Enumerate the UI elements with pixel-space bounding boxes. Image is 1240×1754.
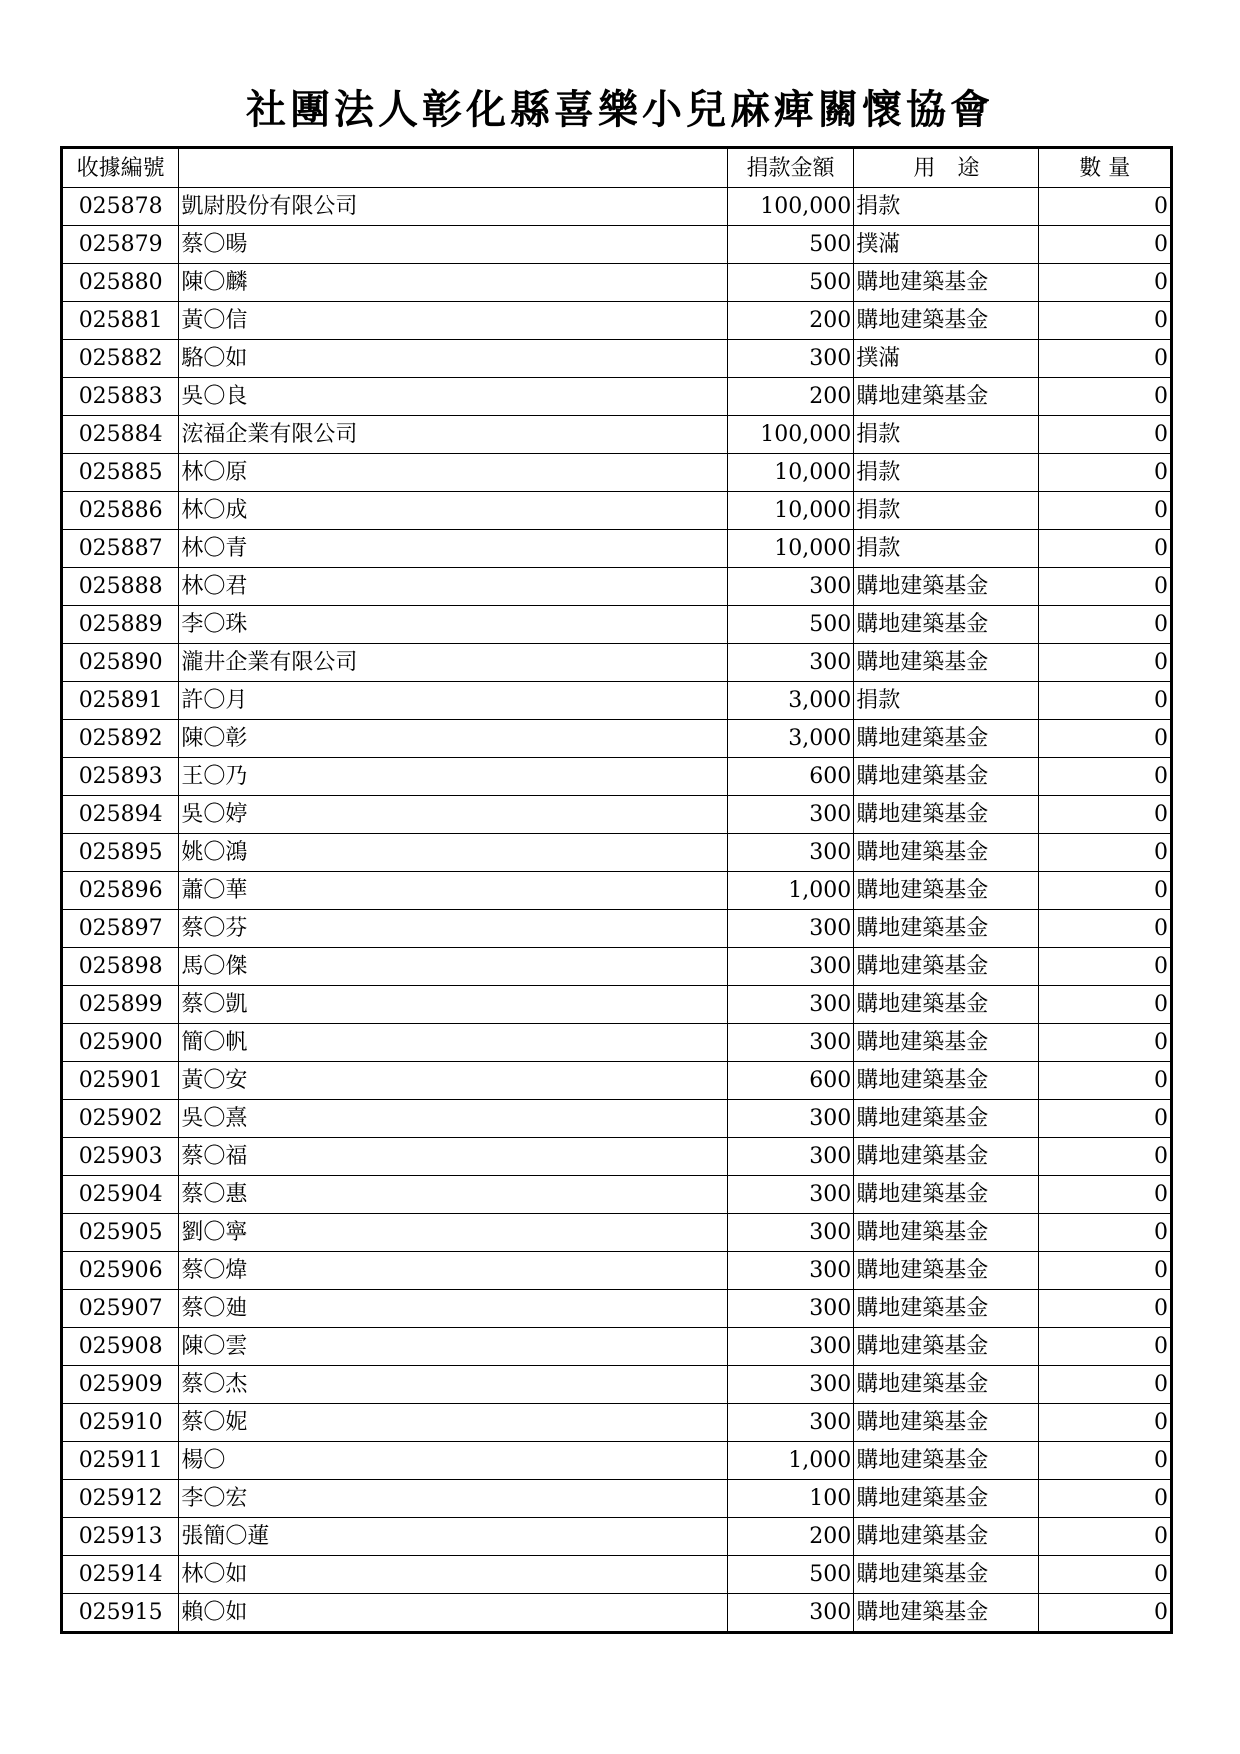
quantity-cell: 0 — [1039, 1594, 1172, 1633]
purpose-cell: 購地建築基金 — [854, 1100, 1039, 1138]
table-row — [62, 226, 1172, 264]
quantity-cell: 0 — [1039, 1556, 1172, 1594]
amount-cell: 300 — [727, 1138, 853, 1176]
quantity-cell: 0 — [1039, 1214, 1172, 1252]
receipt-no-cell: 025902 — [62, 1100, 179, 1138]
donor-name-cell: 王〇乃 — [179, 758, 727, 796]
receipt-no-cell: 025894 — [62, 796, 179, 834]
donor-name-cell: 楊〇 — [179, 1442, 727, 1480]
receipt-no-cell: 025878 — [62, 188, 179, 226]
table-row — [62, 1556, 1172, 1594]
quantity-cell: 0 — [1039, 682, 1172, 720]
donor-name-cell: 吳〇婷 — [179, 796, 727, 834]
receipt-no-cell: 025895 — [62, 834, 179, 872]
amount-cell: 300 — [727, 1100, 853, 1138]
purpose-cell: 捐款 — [854, 416, 1039, 454]
header-amount: 捐款金額 — [727, 148, 853, 188]
receipt-no-cell: 025899 — [62, 986, 179, 1024]
quantity-cell: 0 — [1039, 1480, 1172, 1518]
table-row — [62, 1024, 1172, 1062]
donor-name-cell: 李〇宏 — [179, 1480, 727, 1518]
receipt-no-cell: 025887 — [62, 530, 179, 568]
purpose-cell: 購地建築基金 — [854, 910, 1039, 948]
purpose-cell: 購地建築基金 — [854, 568, 1039, 606]
table-row — [62, 1480, 1172, 1518]
quantity-cell: 0 — [1039, 1024, 1172, 1062]
header-row — [62, 148, 1172, 188]
table-row — [62, 1138, 1172, 1176]
receipt-no-cell: 025880 — [62, 264, 179, 302]
quantity-cell: 0 — [1039, 948, 1172, 986]
amount-cell: 300 — [727, 986, 853, 1024]
receipt-no-cell: 025885 — [62, 454, 179, 492]
quantity-cell: 0 — [1039, 340, 1172, 378]
purpose-cell: 捐款 — [854, 492, 1039, 530]
table-row — [62, 1594, 1172, 1633]
header-quantity: 數 量 — [1039, 148, 1172, 188]
table-row — [62, 1176, 1172, 1214]
quantity-cell: 0 — [1039, 264, 1172, 302]
table-row — [62, 1290, 1172, 1328]
purpose-cell: 購地建築基金 — [854, 1556, 1039, 1594]
donor-name-cell: 李〇珠 — [179, 606, 727, 644]
quantity-cell: 0 — [1039, 720, 1172, 758]
amount-cell: 1,000 — [727, 872, 853, 910]
quantity-cell: 0 — [1039, 1290, 1172, 1328]
receipt-no-cell: 025884 — [62, 416, 179, 454]
quantity-cell: 0 — [1039, 1252, 1172, 1290]
amount-cell: 300 — [727, 834, 853, 872]
purpose-cell: 購地建築基金 — [854, 1594, 1039, 1633]
table-row — [62, 834, 1172, 872]
table-row — [62, 720, 1172, 758]
table-row — [62, 948, 1172, 986]
quantity-cell: 0 — [1039, 492, 1172, 530]
amount-cell: 100,000 — [727, 416, 853, 454]
donor-name-cell: 陳〇雲 — [179, 1328, 727, 1366]
amount-cell: 300 — [727, 1594, 853, 1633]
receipt-no-cell: 025881 — [62, 302, 179, 340]
amount-cell: 10,000 — [727, 454, 853, 492]
donor-name-cell: 簡〇帆 — [179, 1024, 727, 1062]
purpose-cell: 購地建築基金 — [854, 1442, 1039, 1480]
receipt-no-cell: 025889 — [62, 606, 179, 644]
amount-cell: 10,000 — [727, 492, 853, 530]
amount-cell: 200 — [727, 302, 853, 340]
purpose-cell: 撲滿 — [854, 340, 1039, 378]
quantity-cell: 0 — [1039, 378, 1172, 416]
receipt-no-cell: 025891 — [62, 682, 179, 720]
quantity-cell: 0 — [1039, 568, 1172, 606]
purpose-cell: 購地建築基金 — [854, 796, 1039, 834]
table-row — [62, 986, 1172, 1024]
amount-cell: 300 — [727, 1252, 853, 1290]
receipt-no-cell: 025879 — [62, 226, 179, 264]
table-body — [62, 188, 1172, 1633]
receipt-no-cell: 025909 — [62, 1366, 179, 1404]
donor-name-cell: 姚〇鴻 — [179, 834, 727, 872]
quantity-cell: 0 — [1039, 644, 1172, 682]
donor-name-cell: 黃〇安 — [179, 1062, 727, 1100]
table-row — [62, 378, 1172, 416]
table-row — [62, 1442, 1172, 1480]
table-row — [62, 1404, 1172, 1442]
amount-cell: 500 — [727, 606, 853, 644]
amount-cell: 300 — [727, 796, 853, 834]
table-row — [62, 1366, 1172, 1404]
quantity-cell: 0 — [1039, 872, 1172, 910]
purpose-cell: 購地建築基金 — [854, 644, 1039, 682]
donor-name-cell: 蔡〇芬 — [179, 910, 727, 948]
amount-cell: 100,000 — [727, 188, 853, 226]
purpose-cell: 捐款 — [854, 682, 1039, 720]
amount-cell: 300 — [727, 910, 853, 948]
donor-name-cell: 蔡〇煒 — [179, 1252, 727, 1290]
quantity-cell: 0 — [1039, 530, 1172, 568]
amount-cell: 300 — [727, 1328, 853, 1366]
quantity-cell: 0 — [1039, 454, 1172, 492]
quantity-cell: 0 — [1039, 834, 1172, 872]
quantity-cell: 0 — [1039, 416, 1172, 454]
receipt-no-cell: 025892 — [62, 720, 179, 758]
receipt-no-cell: 025893 — [62, 758, 179, 796]
amount-cell: 300 — [727, 1024, 853, 1062]
quantity-cell: 0 — [1039, 758, 1172, 796]
table-row — [62, 1062, 1172, 1100]
amount-cell: 500 — [727, 226, 853, 264]
quantity-cell: 0 — [1039, 910, 1172, 948]
donor-name-cell: 黃〇信 — [179, 302, 727, 340]
header-receipt-no: 收據編號 — [62, 148, 179, 188]
purpose-cell: 捐款 — [854, 530, 1039, 568]
amount-cell: 200 — [727, 378, 853, 416]
table-row — [62, 530, 1172, 568]
purpose-cell: 購地建築基金 — [854, 606, 1039, 644]
quantity-cell: 0 — [1039, 1100, 1172, 1138]
table-row — [62, 264, 1172, 302]
purpose-cell: 撲滿 — [854, 226, 1039, 264]
amount-cell: 600 — [727, 1062, 853, 1100]
quantity-cell: 0 — [1039, 302, 1172, 340]
amount-cell: 300 — [727, 1176, 853, 1214]
table-row — [62, 454, 1172, 492]
donor-name-cell: 凱尉股份有限公司 — [179, 188, 727, 226]
receipt-no-cell: 025904 — [62, 1176, 179, 1214]
table-header — [62, 148, 1172, 188]
donor-name-cell: 林〇如 — [179, 1556, 727, 1594]
receipt-no-cell: 025900 — [62, 1024, 179, 1062]
donor-name-cell: 蕭〇華 — [179, 872, 727, 910]
purpose-cell: 購地建築基金 — [854, 302, 1039, 340]
amount-cell: 300 — [727, 1290, 853, 1328]
quantity-cell: 0 — [1039, 986, 1172, 1024]
receipt-no-cell: 025906 — [62, 1252, 179, 1290]
quantity-cell: 0 — [1039, 796, 1172, 834]
purpose-cell: 捐款 — [854, 454, 1039, 492]
table-row — [62, 1252, 1172, 1290]
table-row — [62, 1100, 1172, 1138]
table-row — [62, 1518, 1172, 1556]
donor-name-cell: 浤福企業有限公司 — [179, 416, 727, 454]
table-row — [62, 872, 1172, 910]
quantity-cell: 0 — [1039, 226, 1172, 264]
receipt-no-cell: 025903 — [62, 1138, 179, 1176]
receipt-no-cell: 025905 — [62, 1214, 179, 1252]
donor-name-cell: 蔡〇廸 — [179, 1290, 727, 1328]
purpose-cell: 購地建築基金 — [854, 1252, 1039, 1290]
purpose-cell: 購地建築基金 — [854, 1328, 1039, 1366]
purpose-cell: 購地建築基金 — [854, 720, 1039, 758]
document-title: 社團法人彰化縣喜樂小兒麻痺關懷協會 — [246, 86, 994, 133]
quantity-cell: 0 — [1039, 1176, 1172, 1214]
donor-name-cell: 賴〇如 — [179, 1594, 727, 1633]
purpose-cell: 購地建築基金 — [854, 1024, 1039, 1062]
donor-name-cell: 蔡〇妮 — [179, 1404, 727, 1442]
amount-cell: 300 — [727, 340, 853, 378]
table-row — [62, 1328, 1172, 1366]
amount-cell: 500 — [727, 264, 853, 302]
table-row — [62, 606, 1172, 644]
table-row — [62, 644, 1172, 682]
purpose-cell: 購地建築基金 — [854, 1138, 1039, 1176]
receipt-no-cell: 025886 — [62, 492, 179, 530]
donor-name-cell: 陳〇麟 — [179, 264, 727, 302]
receipt-no-cell: 025883 — [62, 378, 179, 416]
amount-cell: 600 — [727, 758, 853, 796]
table-row — [62, 910, 1172, 948]
purpose-cell: 購地建築基金 — [854, 378, 1039, 416]
receipt-no-cell: 025913 — [62, 1518, 179, 1556]
donor-name-cell: 馬〇傑 — [179, 948, 727, 986]
table-row — [62, 758, 1172, 796]
header-name — [179, 148, 727, 188]
purpose-cell: 購地建築基金 — [854, 1176, 1039, 1214]
purpose-cell: 捐款 — [854, 188, 1039, 226]
donor-name-cell: 蔡〇凱 — [179, 986, 727, 1024]
amount-cell: 500 — [727, 1556, 853, 1594]
donor-name-cell: 林〇君 — [179, 568, 727, 606]
receipt-no-cell: 025912 — [62, 1480, 179, 1518]
amount-cell: 200 — [727, 1518, 853, 1556]
donor-name-cell: 吳〇良 — [179, 378, 727, 416]
amount-cell: 3,000 — [727, 720, 853, 758]
receipt-no-cell: 025911 — [62, 1442, 179, 1480]
purpose-cell: 購地建築基金 — [854, 1518, 1039, 1556]
table-row — [62, 416, 1172, 454]
amount-cell: 100 — [727, 1480, 853, 1518]
table-row — [62, 340, 1172, 378]
donor-name-cell: 蔡〇杰 — [179, 1366, 727, 1404]
table-row — [62, 796, 1172, 834]
purpose-cell: 購地建築基金 — [854, 948, 1039, 986]
quantity-cell: 0 — [1039, 1328, 1172, 1366]
purpose-cell: 購地建築基金 — [854, 1404, 1039, 1442]
purpose-cell: 購地建築基金 — [854, 872, 1039, 910]
purpose-cell: 購地建築基金 — [854, 1366, 1039, 1404]
receipt-no-cell: 025882 — [62, 340, 179, 378]
donor-name-cell: 蔡〇福 — [179, 1138, 727, 1176]
donation-table — [60, 146, 1173, 1634]
amount-cell: 1,000 — [727, 1442, 853, 1480]
table-row — [62, 682, 1172, 720]
quantity-cell: 0 — [1039, 606, 1172, 644]
purpose-cell: 購地建築基金 — [854, 264, 1039, 302]
purpose-cell: 購地建築基金 — [854, 1214, 1039, 1252]
purpose-cell: 購地建築基金 — [854, 834, 1039, 872]
donor-name-cell: 林〇原 — [179, 454, 727, 492]
receipt-no-cell: 025888 — [62, 568, 179, 606]
receipt-no-cell: 025910 — [62, 1404, 179, 1442]
quantity-cell: 0 — [1039, 1366, 1172, 1404]
quantity-cell: 0 — [1039, 1062, 1172, 1100]
purpose-cell: 購地建築基金 — [854, 986, 1039, 1024]
quantity-cell: 0 — [1039, 188, 1172, 226]
donor-name-cell: 林〇青 — [179, 530, 727, 568]
table-row — [62, 492, 1172, 530]
donor-name-cell: 陳〇彰 — [179, 720, 727, 758]
amount-cell: 300 — [727, 1404, 853, 1442]
amount-cell: 3,000 — [727, 682, 853, 720]
donor-name-cell: 吳〇熹 — [179, 1100, 727, 1138]
receipt-no-cell: 025890 — [62, 644, 179, 682]
quantity-cell: 0 — [1039, 1518, 1172, 1556]
table-row — [62, 188, 1172, 226]
donor-name-cell: 瀧井企業有限公司 — [179, 644, 727, 682]
receipt-no-cell: 025896 — [62, 872, 179, 910]
donor-name-cell: 駱〇如 — [179, 340, 727, 378]
amount-cell: 10,000 — [727, 530, 853, 568]
amount-cell: 300 — [727, 568, 853, 606]
purpose-cell: 購地建築基金 — [854, 758, 1039, 796]
purpose-cell: 購地建築基金 — [854, 1480, 1039, 1518]
donor-name-cell: 蔡〇惠 — [179, 1176, 727, 1214]
donor-name-cell: 林〇成 — [179, 492, 727, 530]
quantity-cell: 0 — [1039, 1404, 1172, 1442]
receipt-no-cell: 025908 — [62, 1328, 179, 1366]
receipt-no-cell: 025898 — [62, 948, 179, 986]
quantity-cell: 0 — [1039, 1442, 1172, 1480]
donor-name-cell: 張簡〇蓮 — [179, 1518, 727, 1556]
receipt-no-cell: 025897 — [62, 910, 179, 948]
receipt-no-cell: 025914 — [62, 1556, 179, 1594]
table-row — [62, 302, 1172, 340]
donor-name-cell: 蔡〇暘 — [179, 226, 727, 264]
amount-cell: 300 — [727, 644, 853, 682]
amount-cell: 300 — [727, 948, 853, 986]
receipt-no-cell: 025901 — [62, 1062, 179, 1100]
receipt-no-cell: 025907 — [62, 1290, 179, 1328]
quantity-cell: 0 — [1039, 1138, 1172, 1176]
receipt-no-cell: 025915 — [62, 1594, 179, 1633]
amount-cell: 300 — [727, 1366, 853, 1404]
amount-cell: 300 — [727, 1214, 853, 1252]
header-purpose: 用 途 — [854, 148, 1039, 188]
purpose-cell: 購地建築基金 — [854, 1290, 1039, 1328]
table-row — [62, 1214, 1172, 1252]
purpose-cell: 購地建築基金 — [854, 1062, 1039, 1100]
donor-name-cell: 劉〇寧 — [179, 1214, 727, 1252]
donor-name-cell: 許〇月 — [179, 682, 727, 720]
table-row — [62, 568, 1172, 606]
